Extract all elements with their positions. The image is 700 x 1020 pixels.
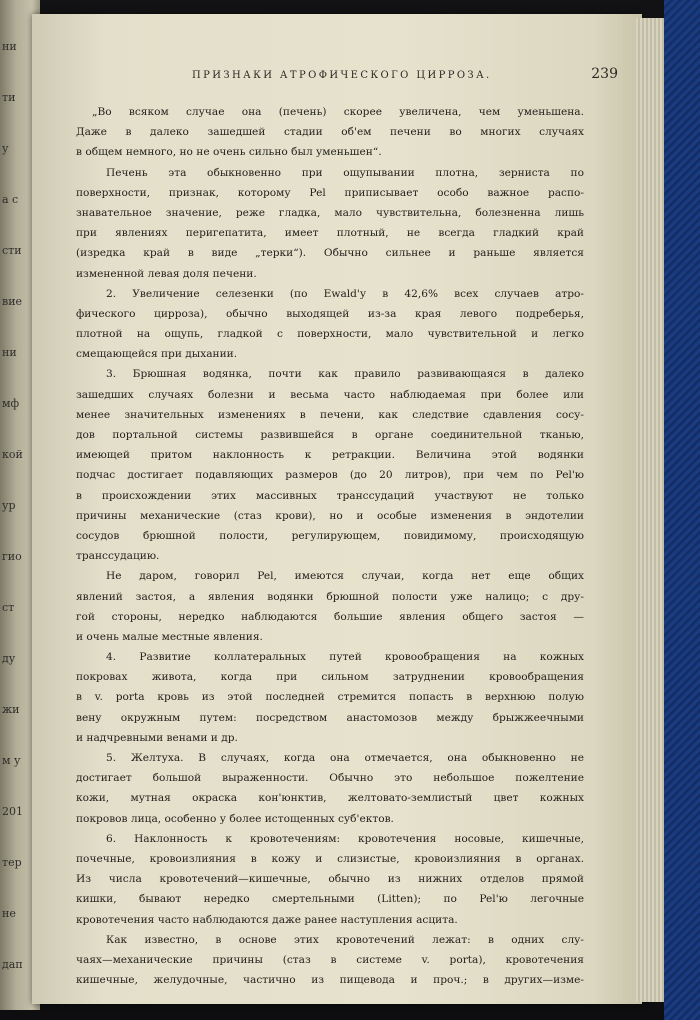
page-number: 239 (591, 66, 618, 82)
text-line: „Во всяком случае она (печень) скорее увеличена, чем уменьшена. (92, 106, 584, 118)
text-line: транссудацию. (76, 550, 160, 563)
text-line: (изредка край в виде „терки“). Обычно сильнее и раньше является (76, 247, 584, 260)
text-line: 2. Увеличение селезенки (по Ewald'у в 42,6% всех случаев атро- (106, 287, 584, 300)
text-line: знавательное значение, реже гладка, мало чувствительна, болезненна лишь (76, 206, 584, 219)
text-line: измененной левая доля печени. (76, 267, 257, 280)
text-line: причины механические (стаз крови), но и особые изменения в эндотелии (76, 509, 584, 522)
facing-page-fragment: мф (2, 397, 20, 410)
text-line: Из числа кровотечений—кишечные, обычно из нижних отделов прямой (76, 873, 584, 886)
text-line: в общем немного, но не очень сильно был уменьшен“. (76, 146, 382, 159)
text-line: подчас достигает подавляющих размеров (до 20 литров), при чем по Pel'ю (76, 469, 584, 482)
text-line: плотной на ощупь, гладкой с поверхности, мало чувствительной и легко (76, 328, 584, 341)
text-line: 4. Развитие коллатеральных путей кровообращения на кожных (106, 651, 584, 664)
facing-page-fragment: тер (2, 856, 22, 869)
facing-page-fragment: кой (2, 448, 23, 461)
text-line: гой стороны, нередко наблюдаются большие явления общего застоя — (76, 610, 584, 623)
facing-page-fragment: ст (2, 601, 15, 614)
text-line: и надчревными венами и др. (76, 731, 238, 744)
facing-page-fragment: сти (2, 244, 22, 257)
text-line: и очень малые местные явления. (76, 630, 263, 643)
text-line: 6. Наклонность к кровотечениям: кровотечения носовые, кишечные, (106, 832, 584, 845)
text-line: сосудов брюшной полости, регулирующем, повидимому, происходящую (76, 529, 584, 542)
text-line: в v. porta кровь из этой последней стремится попасть в верхнюю полую (76, 691, 584, 704)
text-line: поверхности, признак, которому Pel приписывает особо важное распо- (76, 186, 584, 199)
facing-page-fragment: жи (2, 703, 20, 716)
text-line: Даже в далеко зашедшей стадии об'ем печени во многих случаях (76, 126, 584, 139)
facing-page-fragment: ни (2, 346, 17, 359)
facing-page-fragment: ни (2, 40, 17, 53)
text-line: 5. Желтуха. В случаях, когда она отмечается, она обыкновенно не (106, 752, 584, 764)
text-line: смещающейся при дыхании. (76, 348, 238, 361)
text-line: вену окружным путем: посредством анастомозов между брыжжеечными (76, 711, 584, 724)
page-stack-edges (636, 18, 666, 1002)
running-title: ПРИЗНАКИ АТРОФИЧЕСКОГО ЦИРРОЗА. (192, 70, 492, 81)
text-line: кишки, бывают нередко смертельными (Litten); по Pel'ю легочные (76, 893, 584, 906)
text-line: фического цирроза), обычно выходящей из-за края левого подреберья, (76, 307, 584, 320)
facing-page-fragment: 201 (2, 805, 23, 818)
text-line: менее значительных изменениях в печени, как следствие сдавления сосу- (76, 408, 584, 421)
facing-page-fragment: ур (2, 499, 16, 512)
text-line: почечные, кровоизлияния в кожу и слизистые, кровоизлияния в органах. (76, 852, 584, 865)
text-line: 3. Брюшная водянка, почти как правило развивающаяся в далеко (106, 368, 584, 381)
facing-page-fragment: ду (2, 652, 16, 665)
facing-page-fragment: вие (2, 295, 23, 308)
book-page (32, 14, 642, 1004)
text-line: кровотечения часто наблюдаются даже ранее наступления асцита. (76, 913, 458, 926)
text-line: достигает большой выраженности. Обычно это небольшое пожелтение (76, 772, 584, 785)
facing-page-fragment: у (2, 142, 9, 155)
text-line: Как известно, в основе этих кровотечений лежат: в одних слу- (106, 933, 584, 946)
text-line: Печень эта обыкновенно при ощупывании плотна, зерниста по (106, 166, 584, 179)
text-line: зашедших случаях болезни и весьма часто наблюдаемая при более или (76, 388, 584, 401)
text-line: в происхождении этих массивных транссудаций участвуют не только (76, 489, 584, 502)
page-header (192, 66, 632, 88)
body-text (76, 102, 584, 990)
facing-page-fragment: а с (2, 193, 19, 206)
text-line: Не даром, говорил Pel, имеются случаи, когда нет еще общих (106, 570, 584, 583)
text-line: покровах живота, когда при сильном затруднении кровообращения (76, 671, 584, 684)
book-cover (664, 0, 700, 1020)
text-line: кожи, мутная окраска кон'юнктив, желтовато-землистый цвет кожных (76, 792, 584, 805)
text-line: при явлениях перигепатита, имеет плотный, не всегда гладкий край (76, 227, 584, 240)
text-line: покровов лица, особенно у более истощенных суб'ектов. (76, 812, 394, 825)
text-line: дов портальной системы развившейся в органе соединительной тканью, (76, 429, 584, 441)
text-line: чаях—механические причины (стаз в системе v. porta), кровотечения (76, 953, 584, 966)
facing-page-fragment: ти (2, 91, 16, 104)
facing-page-fragment: дап (2, 958, 23, 971)
text-line: кишечные, желудочные, частично из пищевода и проч.; в других—изме- (76, 974, 584, 987)
facing-page-fragment: не (2, 907, 16, 920)
facing-page-fragment: м у (2, 754, 21, 767)
facing-page-fragment: гио (2, 550, 22, 563)
text-line: явлений застоя, а явления водянки брюшной полости уже налицо; с дру- (76, 590, 584, 603)
text-line: имеющей притом наклонность к ретракции. Величина этой водянки (76, 449, 584, 462)
